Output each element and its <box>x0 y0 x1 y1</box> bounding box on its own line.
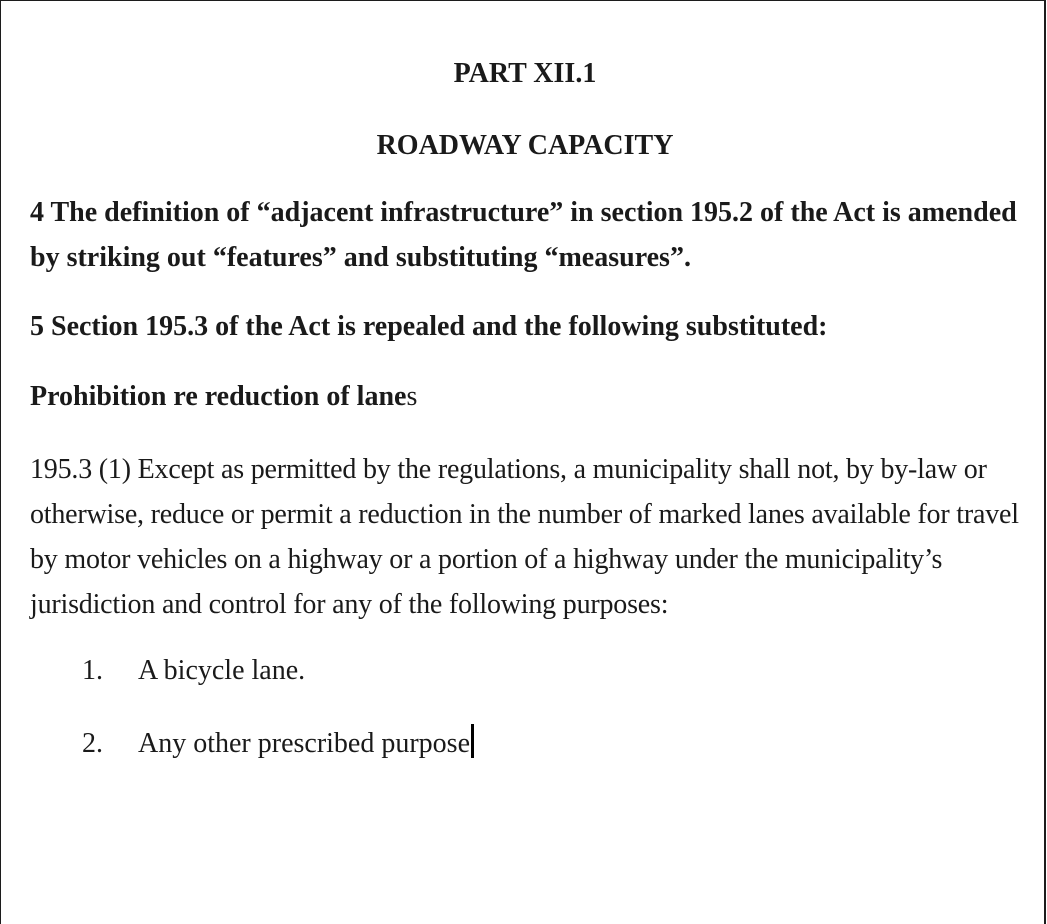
list-item <box>30 651 1020 691</box>
list-item <box>30 724 1020 764</box>
marginal-note-tail: s <box>406 381 418 412</box>
purposes-list <box>30 651 1020 764</box>
part-title: ROADWAY CAPACITY <box>376 130 674 161</box>
section-4-paragraph: 4 The definition of “adjacent infrastructure” in section 195.2 of the Act is amended by striking out “features” and substituting “measures”. <box>30 197 1017 273</box>
list-item-text: Any other prescribed purpose <box>138 728 471 759</box>
document-body[interactable] <box>30 54 1020 797</box>
text-cursor <box>471 724 474 758</box>
list-item-number: 1. <box>82 655 103 686</box>
marginal-note <box>30 377 1020 417</box>
part-heading: PART XII.1 <box>453 58 597 89</box>
list-item-text: A bicycle lane. <box>138 655 306 686</box>
subsection-195-3-1: 195.3 (1) Except as permitted by the regulations, a municipality shall not, by by-law or otherwise, reduce or permit a reduction in the number of marked lanes available for travel by motor vehicles on a highway or a portion of a highway under the municipality’s jurisdiction and control for any of the following purposes: <box>30 454 1019 620</box>
marginal-note-bold: Prohibition re reduction of lane <box>30 381 407 412</box>
section-5-paragraph: 5 Section 195.3 of the Act is repealed and the following substituted: <box>30 311 828 342</box>
list-item-number: 2. <box>82 728 103 759</box>
